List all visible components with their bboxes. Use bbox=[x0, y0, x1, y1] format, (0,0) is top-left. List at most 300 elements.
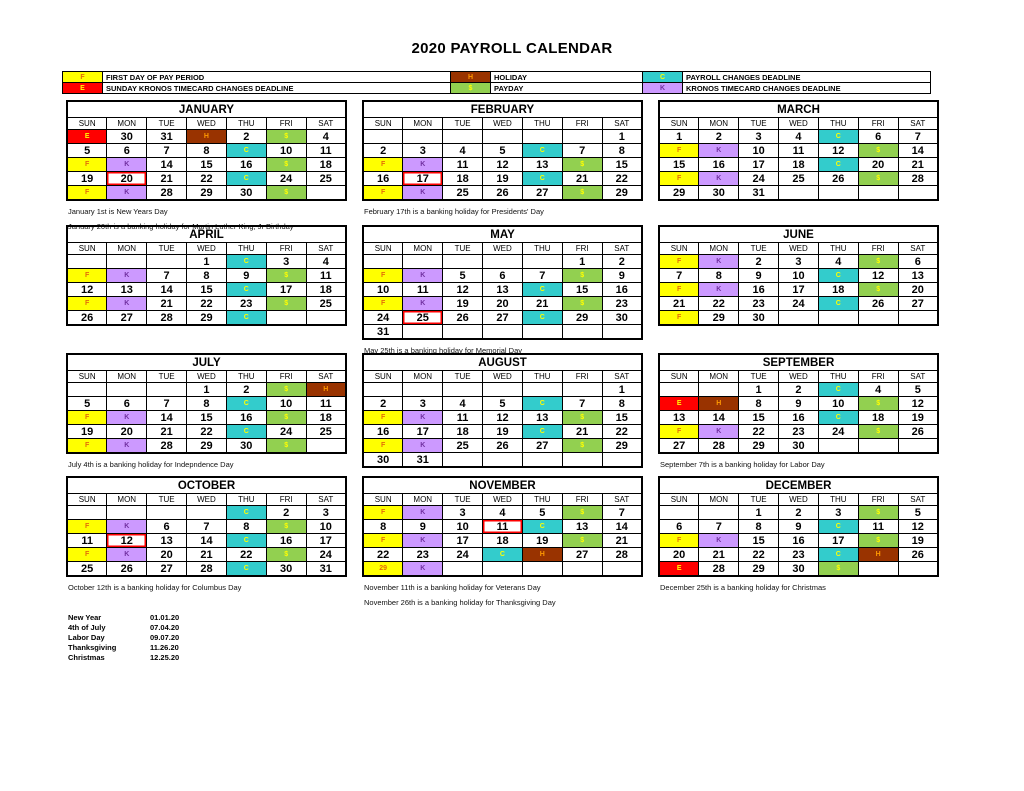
weekday-header: MON bbox=[403, 371, 443, 383]
empty-cell bbox=[67, 255, 107, 269]
day-cell: 18 bbox=[443, 425, 483, 439]
legend-row bbox=[63, 83, 931, 94]
day-cell: 24 bbox=[818, 425, 858, 439]
weekday-header-row bbox=[659, 243, 938, 255]
week-row bbox=[363, 520, 642, 534]
month-name: APRIL bbox=[67, 226, 346, 243]
day-cell: 12 bbox=[67, 283, 107, 297]
day-cell: 22 bbox=[187, 297, 227, 311]
month-december bbox=[658, 476, 939, 592]
day-cell-first-day bbox=[67, 520, 107, 534]
day-cell: 30 bbox=[699, 186, 739, 201]
code-label-first-day: F bbox=[381, 414, 386, 421]
day-cell: 18 bbox=[818, 283, 858, 297]
day-cell-payday bbox=[266, 439, 306, 454]
day-cell-first-day bbox=[659, 172, 699, 186]
month-note: November 11th is a banking holiday for Veterans Day bbox=[364, 583, 541, 592]
legend-swatch-holiday: H bbox=[451, 72, 491, 83]
empty-cell bbox=[107, 255, 147, 269]
day-cell: 8 bbox=[699, 269, 739, 283]
day-cell: 4 bbox=[443, 144, 483, 158]
code-label-kronos-timecard-deadline: K bbox=[420, 442, 426, 449]
weekday-header: THU bbox=[226, 371, 266, 383]
day-cell: 11 bbox=[443, 411, 483, 425]
day-cell: 30 bbox=[226, 439, 266, 454]
month-table-october bbox=[66, 476, 347, 577]
day-cell: 4 bbox=[858, 383, 898, 397]
day-cell-first-day bbox=[363, 534, 403, 548]
weekday-header: MON bbox=[403, 494, 443, 506]
day-cell: 2 bbox=[779, 506, 819, 520]
weekday-header: SAT bbox=[306, 494, 346, 506]
weekday-header: WED bbox=[187, 371, 227, 383]
day-cell-payroll-changes-deadline bbox=[226, 255, 266, 269]
day-cell: 22 bbox=[739, 425, 779, 439]
code-label-kronos-timecard-deadline: K bbox=[124, 523, 130, 530]
weekday-header: MON bbox=[107, 494, 147, 506]
month-table-august bbox=[362, 353, 643, 468]
month-note: May 25th is a banking holiday for Memorial Day bbox=[364, 346, 522, 355]
weekday-header-row bbox=[363, 118, 642, 130]
day-cell: 30 bbox=[226, 186, 266, 201]
empty-cell bbox=[898, 562, 938, 577]
day-cell-payroll-changes-deadline bbox=[818, 383, 858, 397]
code-label-first-day: 29 bbox=[379, 565, 388, 572]
empty-cell bbox=[522, 562, 562, 577]
code-label-payday: $ bbox=[580, 189, 585, 196]
code-label-payroll-changes-deadline: C bbox=[243, 314, 249, 321]
day-cell: 1 bbox=[659, 130, 699, 144]
holiday-name: Christmas bbox=[68, 653, 105, 662]
day-cell: 22 bbox=[187, 425, 227, 439]
empty-cell bbox=[107, 506, 147, 520]
code-label-kronos-timecard-deadline: K bbox=[420, 509, 426, 516]
empty-cell bbox=[779, 311, 819, 326]
day-cell: 26 bbox=[443, 311, 483, 325]
day-cell: 21 bbox=[898, 158, 938, 172]
day-cell: 26 bbox=[483, 186, 523, 201]
week-row bbox=[659, 172, 938, 186]
day-cell: 3 bbox=[818, 506, 858, 520]
day-cell: 26 bbox=[818, 172, 858, 186]
code-label-payroll-changes-deadline: C bbox=[243, 428, 249, 435]
weekday-header: THU bbox=[226, 494, 266, 506]
week-row bbox=[659, 186, 938, 201]
weekday-header: FRI bbox=[562, 118, 602, 130]
weekday-header: SUN bbox=[363, 118, 403, 130]
weekday-header: FRI bbox=[562, 494, 602, 506]
day-cell: 26 bbox=[898, 425, 938, 439]
day-cell: 28 bbox=[699, 562, 739, 577]
day-cell: 17 bbox=[403, 425, 443, 439]
day-cell-payroll-changes-deadline bbox=[818, 520, 858, 534]
month-name: MARCH bbox=[659, 101, 938, 118]
day-cell-kronos-timecard-deadline bbox=[699, 283, 739, 297]
code-label-first-day: F bbox=[381, 189, 386, 196]
week-row bbox=[67, 411, 346, 425]
month-table-may bbox=[362, 225, 643, 340]
day-cell-kronos-timecard-deadline bbox=[107, 439, 147, 454]
day-cell: 12 bbox=[898, 520, 938, 534]
day-cell-payroll-changes-deadline bbox=[818, 269, 858, 283]
day-cell: 17 bbox=[818, 534, 858, 548]
month-table-november bbox=[362, 476, 643, 577]
day-cell: 22 bbox=[363, 548, 403, 562]
day-cell: 22 bbox=[602, 425, 642, 439]
weekday-header: MON bbox=[107, 118, 147, 130]
day-cell: 13 bbox=[147, 534, 187, 548]
day-cell: 7 bbox=[147, 397, 187, 411]
day-cell: 11 bbox=[306, 144, 346, 158]
day-cell: 4 bbox=[306, 255, 346, 269]
weekday-header: MON bbox=[699, 494, 739, 506]
weekday-header: FRI bbox=[266, 118, 306, 130]
day-cell: 23 bbox=[779, 548, 819, 562]
day-cell: 4 bbox=[779, 130, 819, 144]
day-cell-payday bbox=[562, 297, 602, 311]
code-label-payday: $ bbox=[284, 414, 289, 421]
day-cell-payday bbox=[562, 269, 602, 283]
day-cell-kronos-timecard-deadline bbox=[107, 520, 147, 534]
code-label-payroll-changes-deadline: C bbox=[243, 175, 249, 182]
weekday-header: MON bbox=[699, 243, 739, 255]
weekday-header: WED bbox=[779, 371, 819, 383]
code-label-first-day: F bbox=[677, 314, 682, 321]
day-cell-payday bbox=[562, 534, 602, 548]
day-cell-payday bbox=[266, 411, 306, 425]
code-label-payday: $ bbox=[876, 509, 881, 516]
month-name: OCTOBER bbox=[67, 477, 346, 494]
weekday-header: WED bbox=[779, 243, 819, 255]
day-cell: 8 bbox=[187, 397, 227, 411]
day-cell: 4 bbox=[818, 255, 858, 269]
code-label-first-day: F bbox=[85, 551, 90, 558]
weekday-header: WED bbox=[483, 118, 523, 130]
month-may bbox=[362, 225, 643, 355]
code-label-kronos-timecard-deadline: K bbox=[716, 428, 722, 435]
day-cell-kronos-timecard-deadline bbox=[699, 425, 739, 439]
day-cell: 3 bbox=[403, 397, 443, 411]
code-label-first-day: F bbox=[85, 442, 90, 449]
day-cell: 7 bbox=[522, 269, 562, 283]
day-cell: 14 bbox=[699, 411, 739, 425]
empty-cell bbox=[306, 311, 346, 326]
holiday-summary-row bbox=[68, 613, 1024, 623]
holiday-date: 11.26.20 bbox=[150, 643, 179, 652]
weekday-header: SAT bbox=[602, 243, 642, 255]
empty-cell bbox=[699, 506, 739, 520]
legend-swatch-payday: $ bbox=[451, 83, 491, 94]
day-cell: 26 bbox=[898, 548, 938, 562]
weekday-header: TUE bbox=[443, 494, 483, 506]
day-cell: 13 bbox=[898, 269, 938, 283]
code-label-first-day: F bbox=[381, 161, 386, 168]
day-cell: 3 bbox=[306, 506, 346, 520]
code-label-payroll-changes-deadline: C bbox=[539, 286, 545, 293]
month-august bbox=[362, 353, 643, 468]
week-row bbox=[67, 311, 346, 326]
day-cell: 1 bbox=[739, 383, 779, 397]
day-cell: 24 bbox=[443, 548, 483, 562]
day-cell: 20 bbox=[107, 425, 147, 439]
week-row bbox=[363, 325, 642, 340]
code-label-payroll-changes-deadline: C bbox=[835, 161, 841, 168]
weekday-header: TUE bbox=[147, 494, 187, 506]
day-cell-first-day bbox=[659, 311, 699, 326]
month-table-december bbox=[658, 476, 939, 577]
day-cell-kronos-timecard-deadline bbox=[403, 534, 443, 548]
day-cell: 12 bbox=[483, 158, 523, 172]
day-cell: 25 bbox=[306, 297, 346, 311]
day-cell: 10 bbox=[443, 520, 483, 534]
code-label-payroll-changes-deadline: C bbox=[243, 147, 249, 154]
day-cell: 3 bbox=[403, 144, 443, 158]
day-cell: 20 bbox=[858, 158, 898, 172]
week-row bbox=[363, 255, 642, 269]
code-label-payroll-changes-deadline: C bbox=[243, 537, 249, 544]
day-cell-payday bbox=[858, 144, 898, 158]
day-cell: 28 bbox=[147, 439, 187, 454]
day-cell: 24 bbox=[266, 172, 306, 186]
day-cell-kronos-timecard-deadline bbox=[699, 144, 739, 158]
day-cell: 28 bbox=[699, 439, 739, 454]
day-cell-banking-holiday: 11 bbox=[483, 520, 523, 534]
day-cell: 7 bbox=[562, 144, 602, 158]
code-label-holiday: H bbox=[323, 386, 329, 393]
week-row bbox=[67, 269, 346, 283]
month-table-march bbox=[658, 100, 939, 201]
empty-cell bbox=[602, 562, 642, 577]
code-label-kronos-timecard-deadline: K bbox=[420, 300, 426, 307]
empty-cell bbox=[858, 439, 898, 454]
day-cell-kronos-timecard-deadline bbox=[403, 297, 443, 311]
code-label-kronos-timecard-deadline: K bbox=[124, 189, 130, 196]
day-cell-kronos-timecard-deadline bbox=[699, 172, 739, 186]
day-cell: 21 bbox=[659, 297, 699, 311]
day-cell: 2 bbox=[363, 397, 403, 411]
week-row bbox=[363, 311, 642, 325]
day-cell: 19 bbox=[67, 172, 107, 186]
day-cell: 16 bbox=[699, 158, 739, 172]
week-row bbox=[67, 130, 346, 144]
code-label-kronos-timecard-deadline: K bbox=[716, 147, 722, 154]
week-row bbox=[659, 439, 938, 454]
day-cell-payroll-changes-deadline bbox=[818, 411, 858, 425]
empty-cell bbox=[858, 562, 898, 577]
week-row bbox=[67, 255, 346, 269]
day-cell: 21 bbox=[147, 172, 187, 186]
weekday-header: WED bbox=[483, 371, 523, 383]
holiday-name: Thanksgiving bbox=[68, 643, 117, 652]
code-label-payday: $ bbox=[876, 258, 881, 265]
day-cell: 2 bbox=[699, 130, 739, 144]
day-cell-payroll-changes-deadline bbox=[818, 548, 858, 562]
day-cell: 29 bbox=[187, 439, 227, 454]
day-cell-first-day bbox=[67, 439, 107, 454]
weekday-header: SAT bbox=[602, 118, 642, 130]
day-cell-payday bbox=[858, 397, 898, 411]
weekday-header: THU bbox=[818, 494, 858, 506]
week-row bbox=[659, 158, 938, 172]
day-cell-kronos-timecard-deadline bbox=[107, 186, 147, 201]
day-cell: 16 bbox=[363, 172, 403, 186]
code-label-payroll-changes-deadline: C bbox=[835, 133, 841, 140]
day-cell-payroll-changes-deadline bbox=[226, 144, 266, 158]
day-cell: 9 bbox=[226, 269, 266, 283]
day-cell: 30 bbox=[363, 453, 403, 468]
week-row bbox=[363, 548, 642, 562]
day-cell: 15 bbox=[187, 283, 227, 297]
day-cell: 21 bbox=[147, 425, 187, 439]
day-cell: 19 bbox=[898, 534, 938, 548]
week-row bbox=[67, 158, 346, 172]
day-cell-payroll-changes-deadline bbox=[226, 311, 266, 326]
day-cell-sunday-kronos-deadline bbox=[67, 130, 107, 144]
day-cell: 15 bbox=[562, 283, 602, 297]
empty-cell bbox=[67, 506, 107, 520]
day-cell: 10 bbox=[818, 397, 858, 411]
day-cell: 11 bbox=[779, 144, 819, 158]
legend-row bbox=[63, 72, 931, 83]
day-cell: 16 bbox=[779, 411, 819, 425]
day-cell: 16 bbox=[779, 534, 819, 548]
weekday-header: SUN bbox=[363, 243, 403, 255]
day-cell: 21 bbox=[562, 425, 602, 439]
day-cell: 9 bbox=[739, 269, 779, 283]
day-cell-payday bbox=[562, 506, 602, 520]
weekday-header: THU bbox=[818, 371, 858, 383]
day-cell: 26 bbox=[107, 562, 147, 577]
week-row bbox=[67, 562, 346, 577]
code-label-first-day: F bbox=[85, 414, 90, 421]
day-cell: 16 bbox=[266, 534, 306, 548]
day-cell-payday bbox=[818, 562, 858, 577]
code-label-payroll-changes-deadline: C bbox=[539, 523, 545, 530]
day-cell: 25 bbox=[779, 172, 819, 186]
day-cell-first-day bbox=[363, 562, 403, 577]
day-cell-kronos-timecard-deadline bbox=[403, 562, 443, 577]
code-label-payroll-changes-deadline: C bbox=[835, 386, 841, 393]
day-cell: 22 bbox=[699, 297, 739, 311]
empty-cell bbox=[147, 383, 187, 397]
weekday-header: WED bbox=[187, 494, 227, 506]
weekday-header: SAT bbox=[898, 371, 938, 383]
code-label-payday: $ bbox=[580, 509, 585, 516]
day-cell: 29 bbox=[602, 439, 642, 453]
month-name: MAY bbox=[363, 226, 642, 243]
day-cell: 2 bbox=[779, 383, 819, 397]
day-cell-first-day bbox=[659, 283, 699, 297]
day-cell: 31 bbox=[363, 325, 403, 340]
code-label-kronos-timecard-deadline: K bbox=[420, 189, 426, 196]
week-row bbox=[67, 144, 346, 158]
day-cell: 18 bbox=[306, 411, 346, 425]
day-cell: 5 bbox=[522, 506, 562, 520]
day-cell: 1 bbox=[602, 383, 642, 397]
day-cell: 25 bbox=[67, 562, 107, 577]
day-cell: 11 bbox=[858, 520, 898, 534]
code-label-first-day: F bbox=[677, 286, 682, 293]
day-cell: 11 bbox=[443, 158, 483, 172]
day-cell: 28 bbox=[147, 311, 187, 326]
week-row bbox=[659, 548, 938, 562]
day-cell: 6 bbox=[898, 255, 938, 269]
day-cell: 11 bbox=[306, 269, 346, 283]
day-cell: 12 bbox=[443, 283, 483, 297]
day-cell: 3 bbox=[779, 255, 819, 269]
code-label-payroll-changes-deadline: C bbox=[499, 551, 505, 558]
day-cell: 7 bbox=[602, 506, 642, 520]
day-cell: 28 bbox=[147, 186, 187, 201]
day-cell-payday bbox=[266, 158, 306, 172]
day-cell: 18 bbox=[306, 283, 346, 297]
weekday-header: THU bbox=[818, 118, 858, 130]
day-cell-kronos-timecard-deadline bbox=[403, 411, 443, 425]
code-label-payday: $ bbox=[876, 537, 881, 544]
weekday-header-row bbox=[659, 118, 938, 130]
legend-label-payday: PAYDAY bbox=[491, 83, 643, 94]
day-cell: 3 bbox=[266, 255, 306, 269]
week-row bbox=[659, 397, 938, 411]
day-cell: 5 bbox=[483, 144, 523, 158]
day-cell: 19 bbox=[483, 172, 523, 186]
day-cell: 17 bbox=[306, 534, 346, 548]
week-row bbox=[659, 255, 938, 269]
empty-cell bbox=[818, 186, 858, 201]
holiday-summary-row bbox=[68, 653, 1024, 663]
day-cell: 16 bbox=[363, 425, 403, 439]
day-cell-banking-holiday: 20 bbox=[107, 172, 147, 186]
day-cell-first-day bbox=[67, 186, 107, 201]
empty-cell bbox=[403, 325, 443, 340]
weekday-header-row bbox=[67, 494, 346, 506]
code-label-kronos-timecard-deadline: K bbox=[124, 300, 130, 307]
week-row bbox=[659, 534, 938, 548]
week-row bbox=[67, 186, 346, 201]
day-cell-kronos-timecard-deadline bbox=[107, 411, 147, 425]
code-label-first-day: F bbox=[677, 428, 682, 435]
weekday-header: FRI bbox=[266, 494, 306, 506]
week-row bbox=[67, 283, 346, 297]
day-cell: 7 bbox=[187, 520, 227, 534]
code-label-first-day: F bbox=[85, 272, 90, 279]
day-cell-kronos-timecard-deadline bbox=[403, 269, 443, 283]
day-cell-kronos-timecard-deadline bbox=[699, 534, 739, 548]
code-label-kronos-timecard-deadline: K bbox=[716, 537, 722, 544]
code-label-first-day: F bbox=[381, 442, 386, 449]
code-label-payday: $ bbox=[284, 551, 289, 558]
weekday-header: SUN bbox=[659, 118, 699, 130]
week-row bbox=[363, 506, 642, 520]
day-cell: 17 bbox=[266, 283, 306, 297]
day-cell: 14 bbox=[147, 283, 187, 297]
code-label-payroll-changes-deadline: C bbox=[835, 272, 841, 279]
day-cell: 7 bbox=[147, 144, 187, 158]
legend-swatch-kronos-timecard-deadline: K bbox=[643, 83, 683, 94]
day-cell-sunday-kronos-deadline bbox=[659, 562, 699, 577]
day-cell: 24 bbox=[779, 297, 819, 311]
empty-cell bbox=[483, 453, 523, 468]
day-cell: 21 bbox=[187, 548, 227, 562]
day-cell: 6 bbox=[858, 130, 898, 144]
weekday-header: SAT bbox=[898, 494, 938, 506]
day-cell: 27 bbox=[107, 311, 147, 326]
weekday-header: TUE bbox=[739, 243, 779, 255]
day-cell: 24 bbox=[266, 425, 306, 439]
month-name: JULY bbox=[67, 354, 346, 371]
month-table-april bbox=[66, 225, 347, 326]
month-table-january bbox=[66, 100, 347, 201]
